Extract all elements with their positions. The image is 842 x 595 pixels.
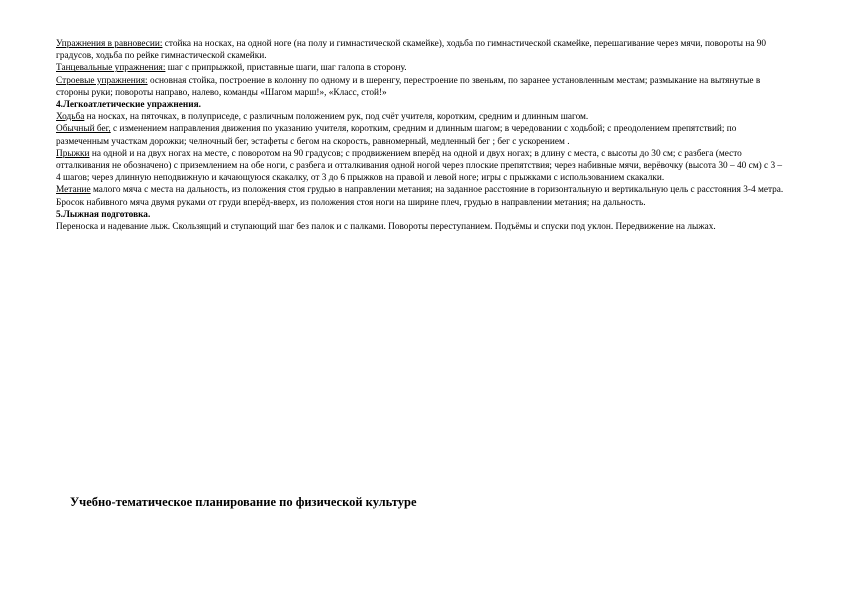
- drill-exercises-heading: Строевые упражнения:: [56, 75, 148, 86]
- balance-exercises-heading: Упражнения в равновесии:: [56, 39, 163, 49]
- walking-heading: Ходьба: [56, 112, 85, 123]
- paragraph-skiing: Переноска и надевание лыж. Скользящий и ступающий шаг без палок и с палками. Повороты переступанием. Подъёмы и спуски под уклон. Передвижение на лыжах.: [56, 222, 716, 233]
- paragraph-dance-exercises: [56, 62, 786, 74]
- paragraph-drill-exercises: [56, 75, 786, 99]
- jumping-text: на одной и на двух ногах на месте, с поворотом на 90 градусов; с продвижением вперёд на одной и двух ногах; в длину с места, с высоты до 30 см; с разбега (место отталкивания не обозначено) с приземлением на обе ноги, с разбега и отталкивания одной ногой через плоские препятствия; через набивные мячи, верёвочку (высота 30 – 40 см) с 3 – 4 шагов; через длинную неподвижную и качающуюся скакалку, от 3 до 6 прыжков на правой и левой ноге; игры с прыжками с использованием скакалки.: [56, 148, 783, 184]
- paragraph-balance-exercises: [56, 38, 786, 62]
- walking-text: на носках, на пяточках, в полуприседе, с различным положением рук, под счёт учителя, коротким, средним и длинным шагом.: [84, 112, 589, 123]
- jumping-heading: Прыжки: [56, 148, 90, 159]
- section-title: Учебно-тематическое планирование по физической культуре: [70, 495, 417, 509]
- running-text: с изменением направления движения по указанию учителя, коротким, средним и длинным шагом; в чередовании с ходьбой; с преодолением препятствий; по размеченным участкам дорожки; челночный бег, эстафеты с бегом на скорость, равномерный, медленный бег ; бег с ускорением .: [56, 124, 737, 147]
- paragraph-running: [56, 123, 786, 147]
- section-heading-athletics: 4.Легкоатлетические упражнения.: [56, 100, 201, 111]
- paragraph-walking: [56, 111, 786, 123]
- paragraph-jumping: [56, 148, 786, 185]
- dance-exercises-text: шаг с припрыжкой, приставные шаги, шаг галопа в сторону.: [165, 63, 407, 74]
- balance-exercises-text: стойка на носках, на одной ноге (на полу и гимнастической скамейке), ходьба по гимнастической скамейке, перешагивание через мячи, повороты на 90 градусов, ходьба по рейке гимнастической скамейки.: [56, 39, 767, 62]
- dance-exercises-heading: Танцевальные упражнения:: [56, 63, 166, 74]
- document-body: [56, 38, 786, 233]
- throwing-heading: Метание: [56, 185, 91, 196]
- paragraph-throwing: [56, 184, 786, 208]
- drill-exercises-text: основная стойка, построение в колонну по одному и в шеренгу, перестроение по звеньям, по заранее установленным местам; размыкание на вытянутые в стороны руки; повороты направо, налево, команды «Шагом марш!», «Класс, стой!»: [56, 75, 761, 98]
- running-heading: Обычный бег,: [56, 124, 111, 135]
- throwing-text: малого мяча с места на дальность, из положения стоя грудью в направлении метания; на заданное расстояние в горизонтальную и вертикальную цель с расстояния 3-4 метра. Бросок набивного мяча двумя руками от груди вперёд-вверх, из положения стоя ноги на ширине плеч, грудью в направлении метания; на дальность.: [56, 185, 784, 208]
- section-heading-skiing: 5.Лыжная подготовка.: [56, 209, 151, 220]
